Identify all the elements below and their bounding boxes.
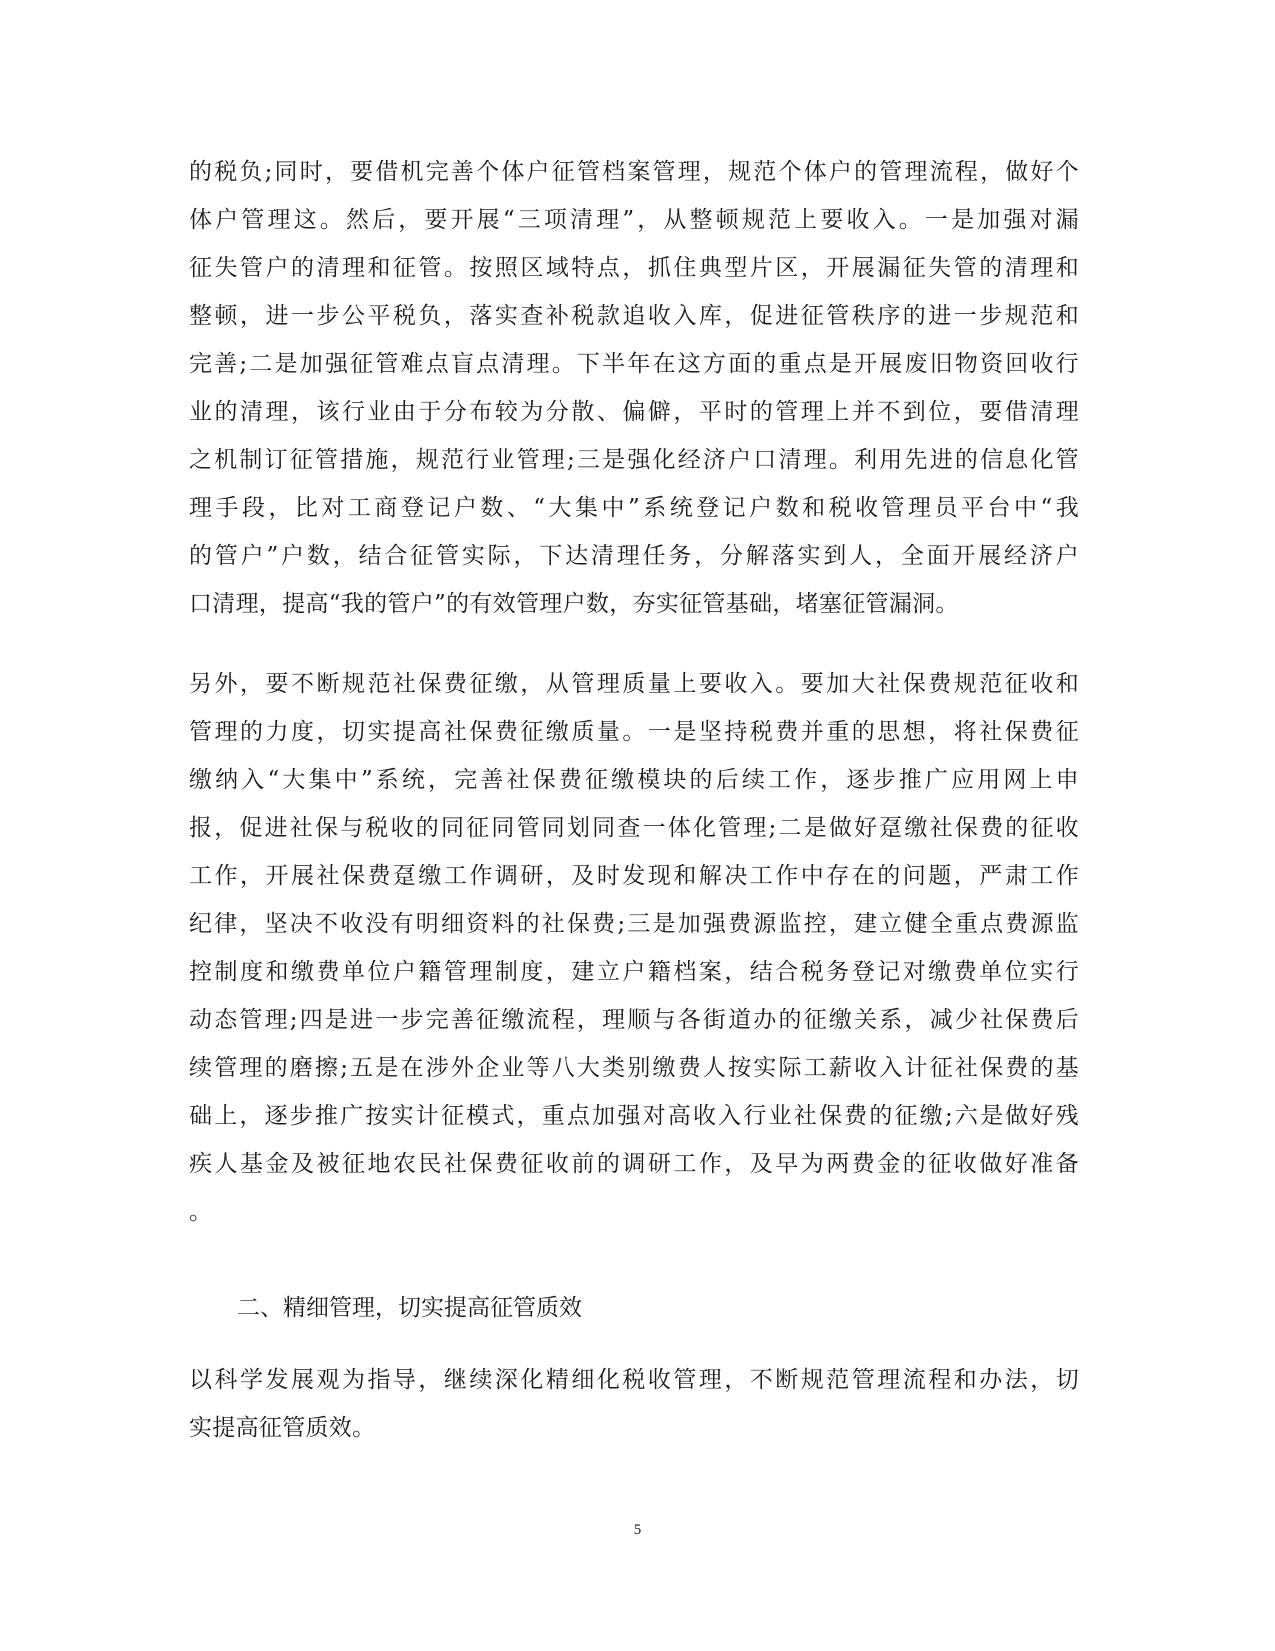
paragraph-1: [189, 148, 1079, 628]
paragraph-line: 。: [189, 1199, 213, 1225]
paragraph-line: 之机制订征管措施，规范行业管理;三是强化经济户口清理。利用先进的信息化管: [189, 447, 1079, 473]
section-heading: 二、精细管理，切实提高征管质效: [237, 1295, 582, 1321]
paragraph-line: 工作，开展社保费趸缴工作调研，及时发现和解决工作中存在的问题，严肃工作: [189, 863, 1079, 889]
paragraph-line: 理手段，比对工商登记户数、“大集中”系统登记户数和税收管理员平台中“我: [189, 495, 1079, 521]
paragraph-line: 缴纳入“大集中”系统，完善社保费征缴模块的后续工作，逐步推广应用网上申: [189, 767, 1079, 793]
paragraph-line: 另外，要不断规范社保费征缴，从管理质量上要收入。要加大社保费规范征收和: [189, 671, 1079, 697]
paragraph-line: 纪律，坚决不收没有明细资料的社保费;三是加强费源监控，建立健全重点费源监: [189, 911, 1079, 937]
paragraph-line: 口清理，提高“我的管户”的有效管理户数，夯实征管基础，堵塞征管漏洞。: [189, 591, 959, 617]
paragraph-line: 实提高征管质效。: [189, 1415, 376, 1441]
paragraph-line: 整顿，进一步公平税负，落实查补税款追收入库，促进征管秩序的进一步规范和: [189, 303, 1079, 329]
paragraph-line: 以科学发展观为指导，继续深化精细化税收管理，不断规范管理流程和办法，切: [189, 1367, 1079, 1393]
paragraph-line: 体户管理这。然后，要开展“三项清理”，从整顿规范上要收入。一是加强对漏: [189, 207, 1079, 233]
paragraph-line: 础上，逐步推广按实计征模式，重点加强对高收入行业社保费的征缴;六是做好残: [189, 1103, 1079, 1129]
paragraph-2: [189, 660, 1079, 1236]
paragraph-line: 控制度和缴费单位户籍管理制度，建立户籍档案，结合税务登记对缴费单位实行: [189, 959, 1079, 985]
paragraph-line: 管理的力度，切实提高社保费征缴质量。一是坚持税费并重的思想，将社保费征: [189, 719, 1079, 745]
paragraph-line: 续管理的磨擦;五是在涉外企业等八大类别缴费人按实际工薪收入计征社保费的基: [189, 1055, 1079, 1081]
paragraph-line: 疾人基金及被征地农民社保费征收前的调研工作，及早为两费金的征收做好准备: [189, 1151, 1079, 1177]
paragraph-line: 的管户”户数，结合征管实际，下达清理任务，分解落实到人，全面开展经济户: [189, 543, 1079, 569]
page-number: 5: [633, 1522, 642, 1538]
paragraph-line: 动态管理;四是进一步完善征缴流程，理顺与各街道办的征缴关系，减少社保费后: [189, 1007, 1079, 1033]
paragraph-3: [189, 1356, 1079, 1452]
paragraph-line: 报，促进社保与税收的同征同管同划同查一体化管理;二是做好趸缴社保费的征收: [189, 815, 1079, 841]
paragraph-line: 完善;二是加强征管难点盲点清理。下半年在这方面的重点是开展废旧物资回收行: [189, 351, 1079, 377]
paragraph-line: 业的清理，该行业由于分布较为分散、偏僻，平时的管理上并不到位，要借清理: [189, 399, 1079, 425]
paragraph-line: 的税负;同时，要借机完善个体户征管档案管理，规范个体户的管理流程，做好个: [189, 159, 1079, 185]
paragraph-line: 征失管户的清理和征管。按照区域特点，抓住典型片区，开展漏征失管的清理和: [189, 255, 1079, 281]
